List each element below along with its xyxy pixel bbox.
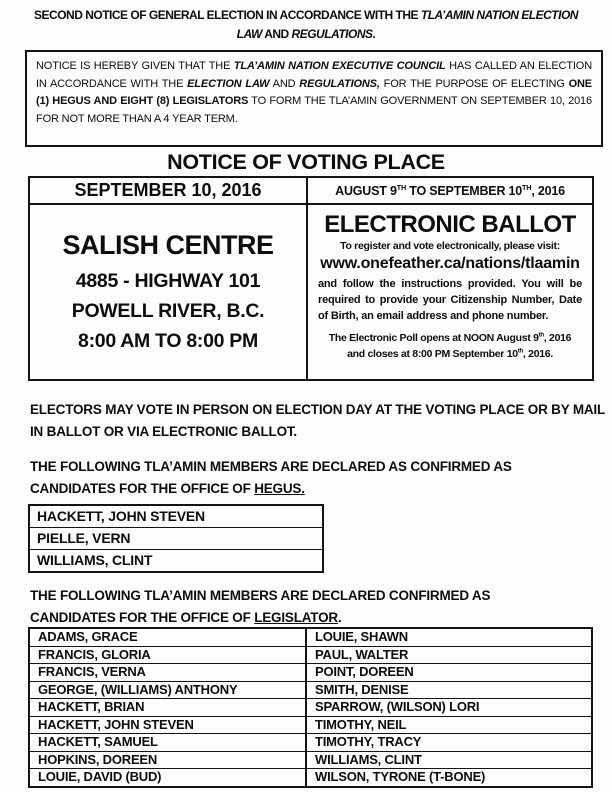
intro-period: . [337, 609, 342, 625]
title-text-italic: TLA’AMIN NATION ELECTION [420, 8, 578, 22]
hegus-candidates-table [28, 504, 324, 573]
legislator-candidate-row [30, 698, 591, 716]
legislator-candidate-row [30, 646, 591, 664]
legislator-candidate-row [30, 768, 591, 786]
legislator-candidate: TIMOTHY, TRACY [315, 734, 422, 749]
title-line-1 [0, 6, 612, 25]
legislator-candidate-row [30, 751, 591, 769]
document-title [0, 6, 612, 44]
electronic-date-range: AUGUST 9TH TO SEPTEMBER 10TH, 2016 [335, 182, 565, 198]
venue-address-line2: POWELL RIVER, B.C. [71, 300, 265, 322]
venue-address-line1: 4885 - HIGHWAY 101 [75, 270, 261, 292]
intro-text: THE FOLLOWING TLA’AMIN MEMBERS ARE DECLARED AS CONFIRMED AS CANDIDATES FOR THE OFFICE OF [30, 459, 512, 496]
legislator-candidate: SPARROW, (WILSON) LORI [315, 699, 480, 714]
notice-text: HAS CALLED AN ELECTION IN ACCORDANCE WITH THE [36, 60, 592, 90]
legislator-candidate: HACKETT, SAMUEL [30, 734, 307, 751]
office-name-legislator: LEGISLATOR [254, 609, 338, 625]
legislator-candidate: LOUIE, DAVID (BUD) [30, 769, 307, 786]
hegus-candidate-row: PIELLE, VERN [30, 527, 322, 549]
electronic-ballot-heading: ELECTRONIC BALLOT [324, 211, 576, 238]
electors-vote-note: ELECTORS MAY VOTE IN PERSON ON ELECTION DAY AT THE VOTING PLACE OR BY MAIL IN BALLOT OR VIA ELECTRONIC BALLOT. [30, 402, 605, 439]
office-name-hegus: HEGUS. [254, 480, 305, 496]
electronic-instructions: and follow the instructions provided. You will be required to provide your Citizenship Number, Date of Birth, an email address and phone number. [318, 278, 582, 322]
in-person-details-cell [30, 205, 308, 379]
venue-name: SALISH CENTRE [62, 230, 274, 260]
legislator-candidate: FRANCIS, GLORIA [30, 647, 307, 664]
register-instruction-label: To register and vote electronically, please visit: [340, 240, 560, 252]
legislator-candidate: SMITH, DENISE [315, 681, 409, 697]
electronic-date-cell [308, 178, 592, 205]
notice-text-emphasis: REGULATIONS, [299, 77, 380, 90]
poll-open-line: The Electronic Poll opens at NOON August 9th, 2016 [328, 331, 572, 344]
legislator-candidates-intro [30, 585, 570, 628]
notice-text: AND [269, 77, 300, 90]
registration-url: www.onefeather.ca/nations/tlaamin [320, 255, 580, 272]
title-line-2 [0, 25, 612, 44]
poll-close-line: and closes at 8:00 PM September 10th, 2016. [347, 347, 553, 360]
legislator-candidate-row [30, 716, 591, 734]
notice-text-bold: ONE (1) HEGUS AND EIGHT (8) LEGISLATORS [36, 77, 592, 107]
title-text: AND [261, 27, 292, 41]
title-text-italic: REGULATIONS [291, 27, 373, 41]
poll-hours-note [318, 331, 582, 362]
voting-place-table [28, 176, 594, 381]
legislator-candidate: HACKETT, JOHN STEVEN [30, 717, 307, 734]
hegus-candidates-intro [30, 456, 570, 499]
legislator-candidate: ADAMS, GRACE [30, 629, 307, 646]
legislator-candidate: HOPKINS, DOREEN [30, 752, 307, 769]
election-notice-box [25, 50, 603, 147]
title-text: SECOND NOTICE OF GENERAL ELECTION IN ACCORDANCE WITH THE [34, 8, 421, 22]
legislator-candidate: PAUL, WALTER [315, 646, 409, 662]
election-date: SEPTEMBER 10, 2016 [74, 180, 262, 200]
legislator-candidate: FRANCIS, VERNA [30, 664, 307, 681]
voting-place-heading: NOTICE OF VOTING PLACE [167, 150, 445, 174]
notice-text: TO FORM THE TLA’AMIN GOVERNMENT ON SEPTEMBER 10, 2016 FOR NOT MORE THAN A 4 YEAR TERM. [36, 95, 592, 125]
in-person-date-cell [30, 178, 308, 205]
title-text: . [372, 27, 376, 41]
legislator-candidate: LOUIE, SHAWN [315, 629, 408, 644]
legislator-candidate: GEORGE, (WILLIAMS) ANTHONY [30, 682, 307, 699]
legislator-candidates-table [28, 627, 593, 788]
notice-text-emphasis: TLA’AMIN NATION EXECUTIVE COUNCIL [233, 60, 446, 72]
intro-text: THE FOLLOWING TLA’AMIN MEMBERS ARE DECLARED CONFIRMED AS CANDIDATES FOR THE OFFICE OF [30, 588, 491, 625]
legislator-candidate: WILSON, TYRONE (T-BONE) [315, 769, 486, 784]
notice-text: NOTICE IS HEREBY GIVEN THAT THE [36, 60, 234, 72]
notice-text: FOR THE PURPOSE OF ELECTING [379, 77, 569, 90]
hegus-candidate-row: HACKETT, JOHN STEVEN [37, 508, 205, 524]
legislator-candidate-row [30, 663, 591, 681]
legislator-candidate: HACKETT, BRIAN [30, 699, 307, 716]
legislator-candidate: WILLIAMS, CLINT [315, 751, 422, 767]
legislator-candidate-row [30, 629, 591, 646]
voting-hours: 8:00 AM TO 8:00 PM [78, 330, 258, 352]
legislator-candidate-row [30, 733, 591, 751]
legislator-candidate-row [30, 681, 591, 699]
legislator-candidate: POINT, DOREEN [315, 664, 414, 679]
notice-text-emphasis: ELECTION LAW [187, 77, 270, 90]
electronic-details-cell [308, 205, 592, 379]
title-text-italic: LAW [236, 27, 262, 41]
legislator-candidate: TIMOTHY, NEIL [315, 716, 407, 732]
hegus-candidate-row: WILLIAMS, CLINT [30, 549, 322, 571]
